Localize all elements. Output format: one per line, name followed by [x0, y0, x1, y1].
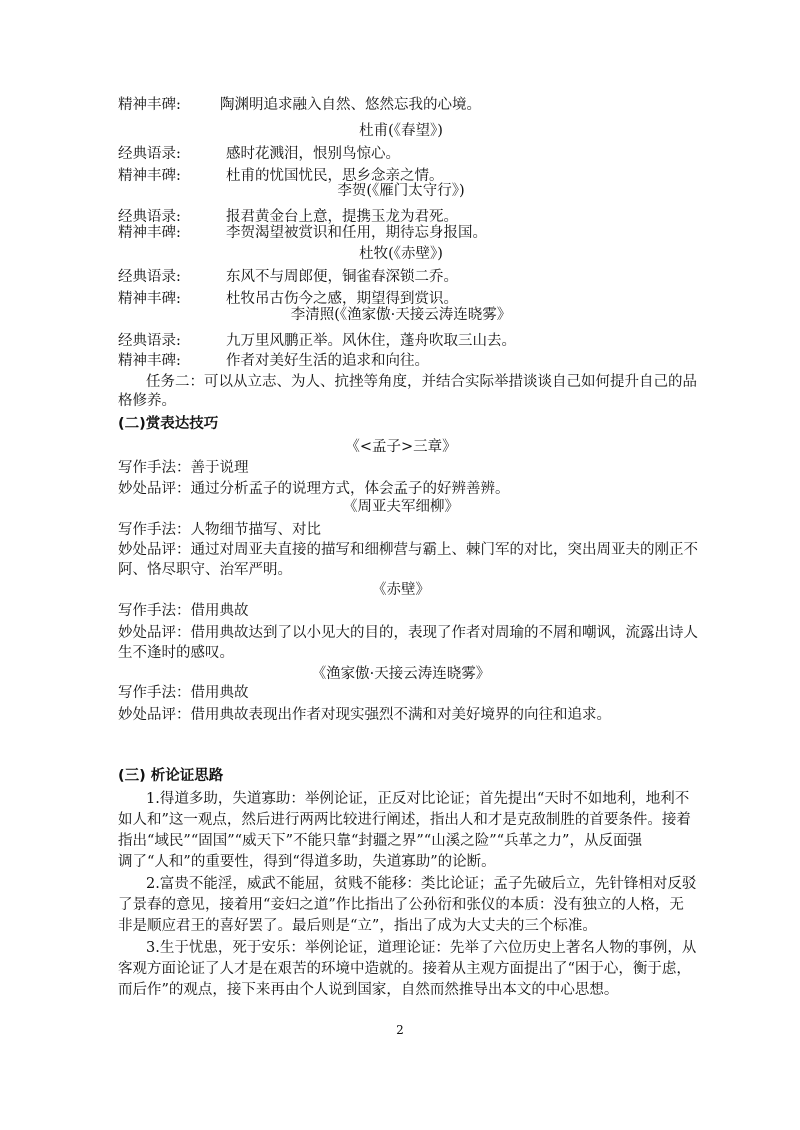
quote-text: 报君黄金台上意，提携玉龙为君死。 [226, 209, 458, 225]
li-he-spirit-row [118, 223, 487, 243]
argument-3-line-2: 客观方面论证了人才是在艰苦的环境中造就的。接着从主观方面提出了“困于心，衡于虑， [118, 961, 691, 977]
zhou-yafu-comment-line-1: 妙处品评：通过对周亚夫直接的描写和细柳营与霸上、棘门军的对比，突出周亚夫的刚正不 [118, 542, 698, 558]
quote-label: 经典语录: [118, 146, 181, 162]
spirit-label: 精神丰碑: [118, 97, 181, 113]
quote-label: 经典语录: [118, 333, 181, 349]
task2-line-2: 格修养。 [118, 393, 176, 409]
mencius-technique: 写作手法：善于说理 [118, 460, 249, 476]
argument-1-line-1: 1.得道多助，失道寡助：举例论证，正反对比论证；首先提出“天时不如地利，地利不 [146, 791, 690, 807]
section2-heading: (二)赏表达技巧 [118, 416, 219, 432]
spirit-text: 陶渊明追求融入自然、悠然忘我的心境。 [220, 97, 481, 113]
chibi-comment-line-1: 妙处品评：借用典故达到了以小见大的目的，表现了作者对周瑜的不屑和嘲讽，流露出诗人 [118, 625, 698, 641]
mencius-comment: 妙处品评：通过分析孟子的说理方式，体会孟子的好辨善辨。 [118, 481, 510, 497]
yujiaao-title: 《渔家傲·天接云涛连晓雾》 [311, 666, 491, 682]
li-qingzhao-quote-row [118, 331, 516, 351]
page-number: 2 [396, 1023, 404, 1037]
mencius-title: 《<孟子>三章》 [345, 439, 457, 455]
spirit-text: 杜牧吊古伤今之感，期望得到赏识。 [226, 291, 458, 307]
spirit-label: 精神丰碑: [118, 291, 181, 307]
zhou-yafu-technique: 写作手法：人物细节描写、对比 [118, 522, 321, 538]
chibi-title: 《赤壁》 [372, 582, 430, 598]
quote-text: 感时花溅泪，恨别鸟惊心。 [226, 146, 400, 162]
quote-label: 经典语录: [118, 269, 181, 285]
spirit-text: 作者对美好生活的追求和向往。 [226, 353, 429, 369]
quote-label: 经典语录: [118, 209, 181, 225]
task2-line-1: 任务二：可以从立志、为人、抗挫等角度，并结合实际举措谈谈自己如何提升自己的品 [146, 374, 697, 390]
li-qingzhao-title: 李清照(《渔家傲·天接云涛连晓雾》 [290, 307, 512, 323]
section3-heading: (三) 析论证思路 [118, 768, 224, 784]
argument-2-line-3: 非是顺应君王的喜好罢了。最后则是“立”，指出了成为大丈夫的三个标准。 [118, 918, 597, 934]
spirit-label: 精神丰碑: [118, 353, 181, 369]
argument-1-line-2: 如人和”这一观点，然后进行两两比较进行阐述，指出人和才是克敌制胜的首要条件。接着 [118, 812, 691, 828]
du-mu-quote-row [118, 267, 458, 287]
argument-2-line-1: 2.富贵不能淫，威武不能屈，贫贱不能移：类比论证；孟子先破后立，先针锋相对反驳 [146, 876, 697, 892]
quote-text: 东风不与周郎便，铜雀春深锁二乔。 [226, 269, 458, 285]
spirit-label: 精神丰碑: [118, 168, 181, 184]
spirit-text: 李贺渴望被赏识和任用，期待忘身报国。 [226, 225, 487, 241]
chibi-comment-line-2: 生不逢时的感叹。 [118, 645, 234, 661]
du-fu-quote-row [118, 144, 400, 164]
yujiaao-technique: 写作手法：借用典故 [118, 685, 249, 701]
argument-1-line-3: 指出“域民”“固国”“威天下”不能只靠“封疆之界”“山溪之险”“兵革之力”，从反面强 [118, 833, 642, 849]
argument-1-line-4: 调了“人和”的重要性，得到“得道多助，失道寡助”的论断。 [118, 854, 496, 870]
argument-3-line-3: 而后作”的观点，接下来再由个人说到国家，自然而然推导出本文的中心思想。 [118, 982, 619, 998]
tao-spirit-row [118, 95, 481, 115]
yujiaao-comment: 妙处品评：借用典故表现出作者对现实强烈不满和对美好境界的向往和追求。 [118, 707, 611, 723]
chibi-technique: 写作手法：借用典故 [118, 603, 249, 619]
spirit-label: 精神丰碑: [118, 225, 181, 241]
spirit-text: 杜甫的忧国忧民，思乡念亲之情。 [226, 168, 444, 184]
zhou-yafu-title: 《周亚夫军细柳》 [343, 499, 459, 515]
quote-text: 九万里风鹏正举。风休住，蓬舟吹取三山去。 [226, 333, 516, 349]
argument-2-line-2: 了景春的意见，接着用“妾妇之道”作比指出了公孙衍和张仪的本质：没有独立的人格，无 [118, 897, 684, 913]
du-fu-title: 杜甫(《春望》) [359, 123, 443, 139]
zhou-yafu-comment-line-2: 阿、恪尽职守、治军严明。 [118, 562, 292, 578]
li-he-title: 李贺(《雁门太守行》) [337, 183, 465, 199]
li-qingzhao-spirit-row [118, 351, 429, 371]
argument-3-line-1: 3.生于忧患，死于安乐：举例论证，道理论证：先举了六位历史上著名人物的事例，从 [146, 940, 697, 956]
du-mu-title: 杜牧(《赤壁》) [359, 246, 443, 262]
